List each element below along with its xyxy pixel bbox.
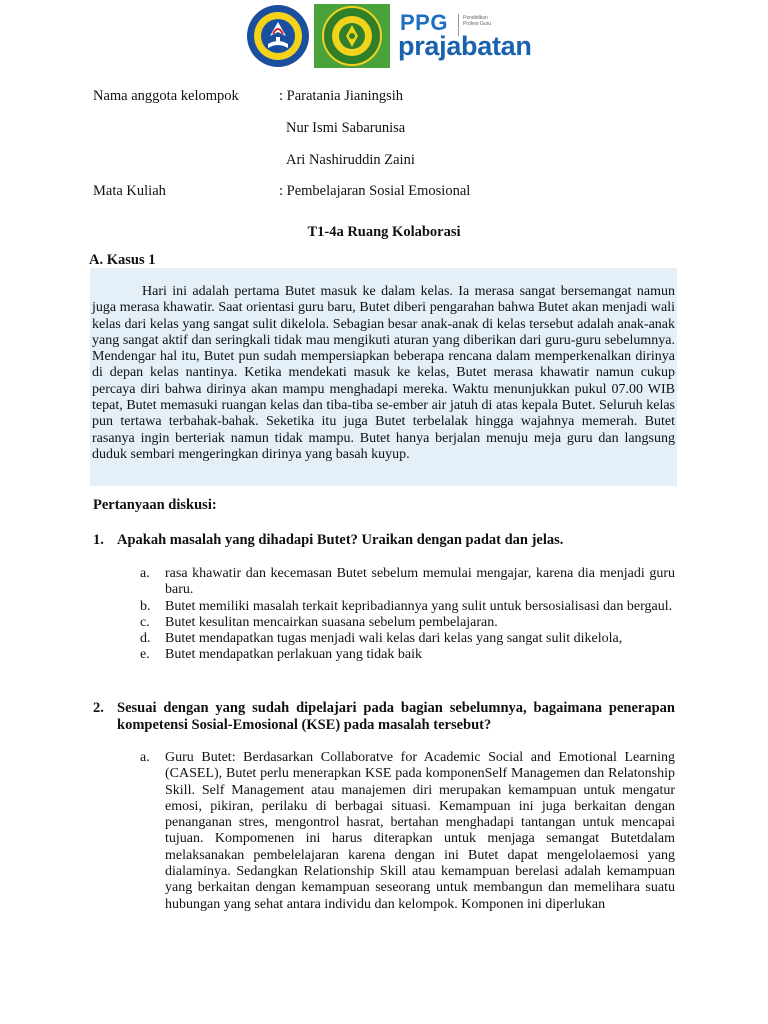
group-label: Nama anggota kelompok [93, 88, 239, 104]
question-1-text: Apakah masalah yang dihadapi Butet? Uraikan dengan padat dan jelas. [117, 532, 564, 548]
question-1-number: 1. [93, 532, 104, 548]
document-title: T1-4a Ruang Kolaborasi [307, 224, 461, 240]
ppg-logo-text: PPG [400, 10, 448, 35]
list-item: a. Guru Butet: Berdasarkan Collaboratve for Academic Social and Emotional Learning (CASEL), Butet perlu menerapkan KSE pada komponenSelf Managemen dan Relatonship Skill. Self Management atau manajemen diri merupakan kemampuan untuk mengatur emosi, pikiran, perilaku di berbagai situasi. Kemampuan ini juga berkaitan dengan penanganan stres, mengontrol hasrat, bertahan menghadapi tantangan untuk mencapai tujuan. Kompomenen ini harus diterapkan untuk menjaga semangat Butetdalam melaksanakan pembelelajaran karena dengan ini Butet dapat mengelolaemosi yang dialaminya. Sedangkan Relationship Skill atau kemampuan berelasi adalah kemampuan yang berkaitan dengan kemampuan seseorang untuk membangun dan memelihara suatu hubungan yang sehat antara individu dan kelompok. Komponen ini diperlukan [140, 750, 675, 912]
question-1-answers [140, 566, 675, 664]
case-box [90, 268, 677, 486]
member-1: : Paratania Jianingsih [279, 88, 404, 104]
member-3: Ari Nashiruddin Zaini [286, 152, 415, 168]
question-2-number: 2. [93, 700, 104, 716]
list-item: d. Butet mendapatkan tugas menjadi wali kelas dari kelas yang sangat sulit dikelola, [140, 631, 623, 647]
list-item: b. Butet memiliki masalah terkait kepribadiannya yang sulit untuk bersosialisasi dan bergaul. [140, 598, 673, 614]
case-text: Hari ini adalah pertama Butet masuk ke dalam kelas. Ia merasa sangat bersemangat namun juga merasa khawatir. Saat orientasi guru baru, Butet diberi pengarahan bahwa Butet akan menjadi wali kelas dari kelas yang sangat sulit dikelola. Sebagian besar anak-anak di kelas tersebut adalah anak-anak yang sangat aktif dan seringkali tidak mau mengikuti aturan yang diberikan dari guru-guru sebelumnya. Mendengar hal itu, Butet pun sudah mempersiapkan beberapa rencana dalam memperkenalkan dirinya di depan kelas nantinya. Ketika mendekati masuk ke kelas, Butet merasa khawatir namun cukup percaya diri bahwa dirinya akan mampu menghadapi mereka. Waktu menunjukkan pukul 07.00 WIB tepat, Butet memasuki ruangan kelas dan tiba-tiba se-ember air jatuh di atas kepala Butet. Seluruh kelas pun tertawa terbahak-bahak. Seketika itu juga Butet terbelalak hingga wajahnya memerah. Butet rasanya ingin berteriak namun tidak mampu. Butet hanya berjalan menuju meja guru dan langsung duduk sembari mengeringkan dirinya yang basah kuyup. [92, 284, 675, 462]
section-a-heading: A. Kasus 1 [89, 252, 156, 268]
course-label: Mata Kuliah [93, 183, 166, 199]
question-1 [93, 532, 675, 549]
header-logos [246, 4, 570, 68]
ppg-tagline: Pendidikan Profesi Guru [463, 15, 492, 27]
question-2 [93, 700, 675, 733]
tut-wuri-handayani-logo-icon [246, 4, 310, 68]
question-2-answers [140, 750, 675, 913]
list-item: c. Butet kesulitan mencairkan suasana sebelum pembelajaran. [140, 614, 498, 630]
question-2-text: Sesuai dengan yang sudah dipelajari pada bagian sebelumnya, bagaimana penerapan kompetensi Sosial-Emosional (KSE) pada masalah tersebut? [117, 700, 675, 733]
university-logo-icon [314, 4, 390, 68]
list-item: e. Butet mendapatkan perlakuan yang tidak baik [140, 647, 422, 663]
course-value: : Pembelajaran Sosial Emosional [279, 183, 471, 199]
discussion-heading: Pertanyaan diskusi: [93, 497, 217, 513]
ppg-prajabatan-logo [400, 4, 570, 68]
prajabatan-logo-text: prajabatan [398, 31, 532, 61]
member-2: Nur Ismi Sabarunisa [286, 120, 406, 136]
list-item: a. rasa khawatir dan kecemasan Butet sebelum memulai mengajar, karena dia menjadi guru baru. [140, 566, 675, 598]
